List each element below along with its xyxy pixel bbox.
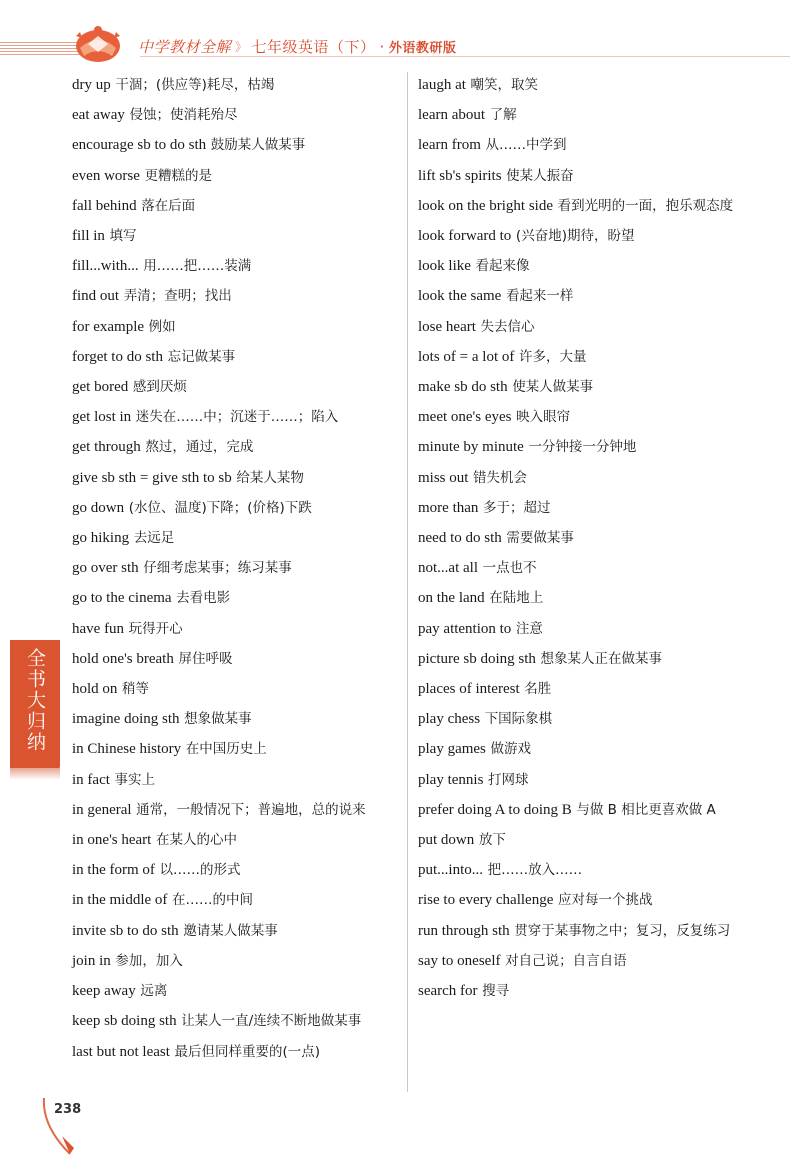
phrase-entry [418, 161, 773, 191]
phrase-english: go to the cinema [72, 590, 172, 607]
phrase-english: invite sb to do sth [72, 922, 179, 939]
phrase-entry [72, 312, 400, 342]
phrase-chinese: 鼓励某人做某事 [210, 137, 306, 154]
phrase-english: go over sth [72, 560, 139, 577]
phrase-chinese: 贯穿于某事物之中；复习，反复练习 [514, 922, 731, 939]
phrase-entry [72, 734, 400, 764]
phrase-english: in the form of [72, 862, 155, 879]
phrase-entry [72, 1006, 400, 1036]
phrase-english: hold on [72, 681, 118, 698]
phrase-english: prefer doing A to doing B [418, 801, 572, 818]
phrase-entry [72, 221, 400, 251]
phrase-chinese: 映入眼帘 [516, 409, 571, 426]
phrase-entry [418, 885, 773, 915]
phrase-chinese: 做游戏 [490, 741, 532, 758]
phrase-english: in the middle of [72, 892, 168, 909]
phrase-english: in Chinese history [72, 741, 182, 758]
phrase-entry [418, 100, 773, 130]
phrase-chinese: 下国际象棋 [484, 711, 553, 728]
phrase-english: play games [418, 741, 486, 758]
phrase-english: get bored [72, 379, 129, 396]
phrase-chinese: 例如 [148, 318, 176, 335]
phrase-english: play tennis [418, 771, 484, 788]
phrase-chinese: 嘲笑，取笑 [470, 77, 539, 93]
phrase-english: imagine doing sth [72, 711, 180, 728]
phrase-chinese: 感到厌烦 [132, 379, 187, 396]
phrase-english: fall behind [72, 197, 137, 214]
phrase-chinese: 与做 B 相比更喜欢做 A [576, 801, 716, 818]
header-dot: · [379, 37, 385, 56]
phrase-entry [72, 342, 400, 372]
phrase-chinese: 应对每一个挑战 [557, 892, 653, 909]
phrase-chinese: 屏住呼吸 [178, 650, 233, 667]
phrase-entry [72, 614, 400, 644]
phrase-english: fill...with... [72, 258, 139, 275]
phrase-english: even worse [72, 167, 140, 184]
phrase-english: find out [72, 288, 120, 305]
phrase-english: search for [418, 983, 478, 1000]
phrase-entry [418, 946, 773, 976]
phrase-entry [418, 402, 773, 432]
phrase-chinese: 让某人一直/连续不断地做某事 [181, 1013, 362, 1030]
phrase-entry [72, 916, 400, 946]
phrase-chinese: 去远足 [133, 530, 175, 547]
phrase-english: last but not least [72, 1043, 170, 1060]
phrase-chinese: (兴奋地)期待，盼望 [515, 228, 635, 245]
phrase-chinese: 在中国历史上 [185, 741, 267, 758]
phrase-entry [418, 976, 773, 1006]
phrase-english: go hiking [72, 530, 130, 547]
phrase-english: look the same [418, 288, 502, 305]
phrase-chinese: 弄清；查明；找出 [123, 288, 232, 305]
phrase-chinese: 干涸；(供应等)耗尽，枯竭 [115, 77, 275, 93]
phrase-english: look forward to [418, 228, 512, 245]
column-divider [407, 72, 408, 1092]
phrase-english: rise to every challenge [418, 892, 554, 909]
phrase-english: keep sb doing sth [72, 1013, 177, 1030]
phrase-entry [418, 855, 773, 885]
book-emblem-icon [66, 18, 130, 66]
phrase-chinese: 看起来一样 [505, 288, 574, 305]
phrase-entry [72, 493, 400, 523]
phrase-chinese: 使某人振奋 [506, 167, 574, 184]
side-tab-label: 全书大归纳 [24, 648, 46, 753]
phrase-entry [418, 644, 773, 674]
phrase-entry [418, 674, 773, 704]
phrase-entry [72, 463, 400, 493]
phrase-chinese: 以……的形式 [159, 862, 241, 879]
left-column [72, 70, 400, 1067]
page-number: 238 [54, 1102, 82, 1117]
phrase-chinese: 看到光明的一面，抱乐观态度 [557, 197, 734, 214]
phrase-chinese: 事实上 [114, 771, 156, 788]
phrase-entry [418, 372, 773, 402]
phrase-entry [72, 644, 400, 674]
phrase-english: in one's heart [72, 832, 152, 849]
phrase-chinese: 通常，一般情况下；普遍地，总的说来 [136, 801, 366, 818]
phrase-chinese: 名胜 [524, 681, 552, 698]
phrase-entry [72, 100, 400, 130]
phrase-english: keep away [72, 983, 136, 1000]
header-separator: 》 [235, 40, 248, 54]
phrase-entry [418, 614, 773, 644]
phrase-chinese: 许多，大量 [518, 348, 587, 365]
phrase-chinese: 迷失在……中；沉迷于……；陷入 [135, 409, 339, 426]
phrase-entry [418, 523, 773, 553]
phrase-entry [72, 583, 400, 613]
phrase-chinese: 了解 [489, 107, 517, 124]
header-subject: 七年级英语（下） [251, 38, 376, 56]
phrase-entry [72, 976, 400, 1006]
header-series: 中学教材全解 [138, 38, 232, 56]
phrase-chinese: 在某人的心中 [155, 832, 237, 849]
phrase-english: miss out [418, 469, 469, 486]
phrase-chinese: 注意 [515, 620, 543, 637]
phrase-english: pay attention to [418, 620, 512, 637]
phrase-english: forget to do sth [72, 348, 163, 365]
phrase-chinese: 参加，加入 [115, 952, 183, 969]
phrase-entry [418, 734, 773, 764]
phrase-chinese: 去看电影 [176, 590, 231, 607]
phrase-entry [72, 795, 400, 825]
phrase-entry [418, 130, 773, 160]
phrase-entry [418, 432, 773, 462]
phrase-chinese: 从……中学到 [485, 137, 567, 154]
phrase-entry [418, 463, 773, 493]
phrase-english: make sb do sth [418, 379, 508, 396]
phrase-chinese: 在陆地上 [489, 590, 544, 607]
phrase-chinese: 把……放入…… [487, 862, 583, 879]
phrase-english: minute by minute [418, 439, 524, 456]
phrase-chinese: 稍等 [122, 681, 150, 698]
phrase-entry [418, 765, 773, 795]
phrase-english: put...into... [418, 862, 484, 879]
phrase-english: look like [418, 258, 471, 275]
phrase-entry [418, 221, 773, 251]
phrase-entry [418, 704, 773, 734]
phrase-english: meet one's eyes [418, 409, 512, 426]
phrase-entry [418, 251, 773, 281]
phrase-chinese: 使某人做某事 [512, 379, 594, 396]
phrase-entry [72, 70, 400, 100]
phrase-english: more than [418, 499, 479, 516]
phrase-english: in fact [72, 771, 110, 788]
phrase-entry [72, 885, 400, 915]
phrase-entry [418, 825, 773, 855]
phrase-english: get lost in [72, 409, 132, 426]
phrase-english: need to do sth [418, 530, 502, 547]
phrase-entry [418, 795, 773, 825]
phrase-entry [418, 191, 773, 221]
phrase-english: picture sb doing sth [418, 650, 536, 667]
phrase-chinese: 一分钟接一分钟地 [528, 439, 637, 456]
phrase-entry [418, 342, 773, 372]
phrase-chinese: 更糟糕的是 [144, 167, 212, 184]
phrase-english: encourage sb to do sth [72, 137, 207, 154]
phrase-entry [72, 553, 400, 583]
phrase-entry [72, 432, 400, 462]
phrase-english: hold one's breath [72, 650, 174, 667]
phrase-chinese: 填写 [109, 228, 137, 245]
phrase-chinese: 对自己说；自言自语 [505, 952, 627, 969]
phrase-chinese: 侵蚀；使消耗殆尽 [129, 107, 238, 124]
phrase-entry [72, 281, 400, 311]
phrase-english: on the land [418, 590, 485, 607]
phrase-english: for example [72, 318, 145, 335]
phrase-english: look on the bright side [418, 197, 553, 214]
phrase-chinese: 落在后面 [141, 197, 196, 214]
right-column [418, 70, 773, 1006]
header-edition: 外语教研版 [388, 41, 457, 56]
phrase-english: give sb sth = give sth to sb [72, 469, 232, 486]
phrase-english: learn about [418, 107, 486, 124]
phrase-entry [72, 372, 400, 402]
phrase-english: in general [72, 801, 132, 818]
phrase-english: fill in [72, 228, 105, 245]
phrase-chinese: 熬过，通过，完成 [145, 439, 254, 456]
phrase-english: join in [72, 952, 111, 969]
phrase-chinese: 打网球 [488, 771, 529, 788]
phrase-chinese: 最后但同样重要的(一点) [174, 1043, 321, 1060]
phrase-english: put down [418, 832, 475, 849]
phrase-entry [418, 493, 773, 523]
phrase-entry [72, 191, 400, 221]
phrase-entry [72, 251, 400, 281]
phrase-chinese: 错失机会 [473, 469, 528, 486]
phrase-entry [418, 70, 773, 100]
phrase-chinese: 在……的中间 [172, 892, 254, 909]
phrase-chinese: 放下 [478, 832, 506, 849]
running-header [138, 36, 456, 57]
phrase-chinese: 失去信心 [480, 318, 535, 335]
phrase-chinese: 想象做某事 [184, 711, 252, 728]
phrase-chinese: 搜寻 [482, 983, 510, 1000]
phrase-entry [418, 553, 773, 583]
phrase-english: not...at all [418, 560, 478, 577]
phrase-english: learn from [418, 137, 481, 154]
phrase-chinese: 远离 [140, 983, 168, 1000]
phrase-entry [418, 916, 773, 946]
phrase-entry [418, 583, 773, 613]
phrase-chinese: 邀请某人做某事 [183, 922, 278, 939]
side-tab-shadow [10, 768, 60, 780]
phrase-chinese: 一点也不 [482, 560, 537, 577]
phrase-chinese: 给某人某物 [236, 469, 304, 486]
phrase-entry [72, 765, 400, 795]
phrase-chinese: 多于；超过 [483, 499, 551, 516]
phrase-chinese: 想象某人正在做某事 [540, 650, 663, 667]
phrase-english: dry up [72, 77, 111, 93]
phrase-english: lose heart [418, 318, 476, 335]
phrase-english: laugh at [418, 77, 466, 93]
phrase-english: lots of = a lot of [418, 348, 515, 365]
phrase-entry [72, 674, 400, 704]
phrase-english: eat away [72, 107, 125, 124]
phrase-entry [72, 825, 400, 855]
phrase-entry [72, 161, 400, 191]
phrase-chinese: 需要做某事 [506, 530, 574, 547]
phrase-english: say to oneself [418, 952, 501, 969]
phrase-english: have fun [72, 620, 125, 637]
phrase-chinese: 忘记做某事 [167, 348, 236, 365]
phrase-entry [72, 1037, 400, 1067]
phrase-chinese: (水位、温度)下降；(价格)下跌 [128, 499, 312, 516]
phrase-chinese: 看起来像 [475, 258, 530, 275]
phrase-english: go down [72, 499, 125, 516]
phrase-entry [72, 946, 400, 976]
phrase-chinese: 用……把……装满 [143, 258, 252, 275]
phrase-english: lift sb's spirits [418, 167, 502, 184]
phrase-entry [418, 312, 773, 342]
phrase-entry [72, 523, 400, 553]
phrase-english: play chess [418, 711, 481, 728]
phrase-english: run through sth [418, 922, 510, 939]
phrase-entry [72, 130, 400, 160]
phrase-entry [418, 281, 773, 311]
phrase-english: get through [72, 439, 141, 456]
phrase-english: places of interest [418, 681, 520, 698]
phrase-chinese: 仔细考虑某事；练习某事 [143, 560, 292, 577]
phrase-entry [72, 704, 400, 734]
phrase-chinese: 玩得开心 [128, 620, 183, 637]
phrase-entry [72, 402, 400, 432]
phrase-entry [72, 855, 400, 885]
